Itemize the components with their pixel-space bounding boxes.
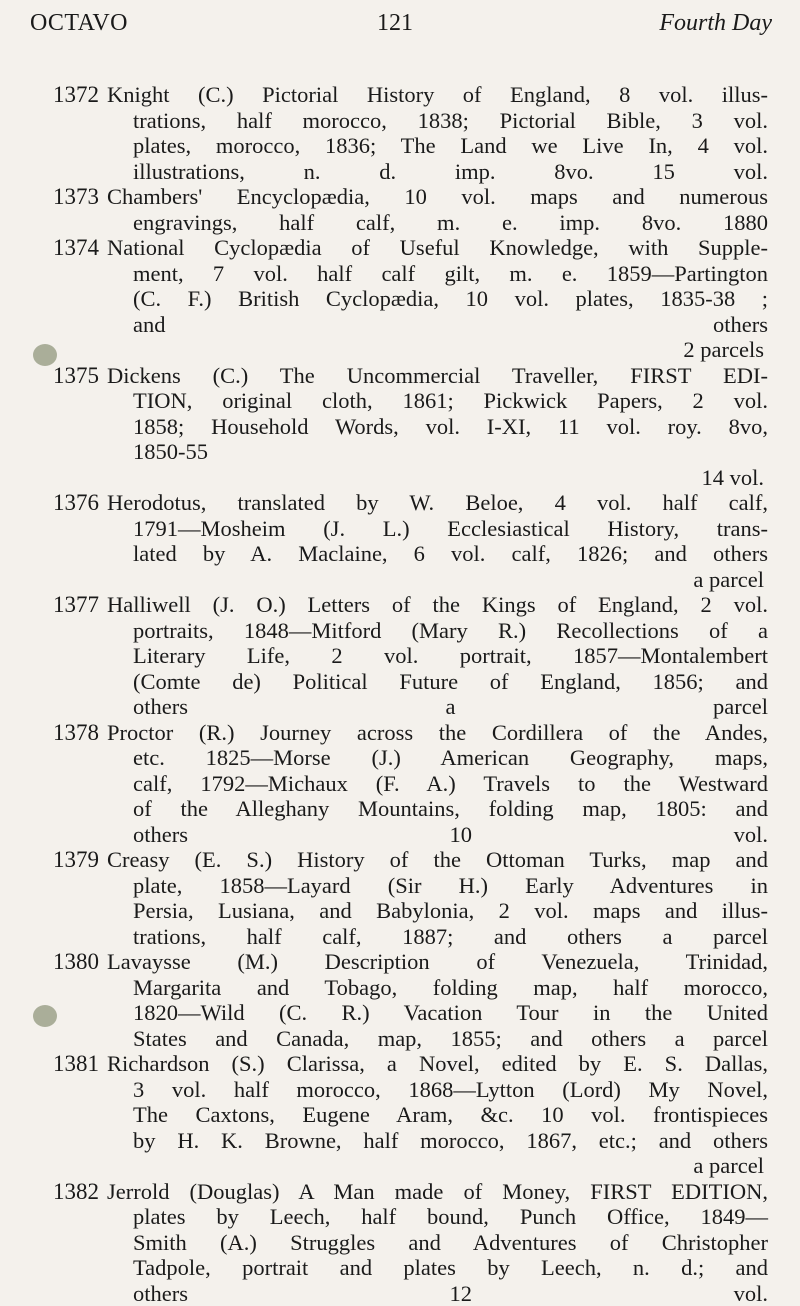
lot-description-line: others a parcel (0, 694, 800, 720)
lot-number: 1379 (53, 847, 99, 873)
lot-description-line: 1820—Wild (C. R.) Vacation Tour in the United (0, 1000, 800, 1026)
lot-description-line: (C. F.) British Cyclopædia, 10 vol. plates, 1835-38 ; (0, 286, 800, 312)
lot-description-line: calf, 1792—Michaux (F. A.) Travels to the Westward (0, 771, 800, 797)
lot-number: 1381 (53, 1051, 99, 1077)
lot-description-line: National Cyclopædia of Useful Knowledge, with Supple- (0, 235, 800, 261)
lot-number: 1382 (53, 1179, 99, 1205)
lot-entry (0, 847, 800, 949)
lot-description-line: Dickens (C.) The Uncommercial Traveller, FIRST EDI- (0, 363, 800, 389)
lot-entry (0, 82, 800, 184)
lot-description-line: Knight (C.) Pictorial History of England, 8 vol. illus- (0, 82, 800, 108)
section-title: OCTAVO (30, 10, 128, 37)
lot-description-line: TION, original cloth, 1861; Pickwick Papers, 2 vol. (0, 388, 800, 414)
lot-description-line: of the Alleghany Mountains, folding map, 1805: and (0, 796, 800, 822)
lot-list (0, 82, 800, 1306)
lot-description-line: Tadpole, portrait and plates by Leech, n. d.; and (0, 1255, 800, 1281)
lot-description-line: plates by Leech, half bound, Punch Office, 1849— (0, 1204, 800, 1230)
lot-description-line: engravings, half calf, m. e. imp. 8vo. 1880 (0, 210, 800, 236)
lot-entry (0, 184, 800, 235)
lot-description-line: by H. K. Browne, half morocco, 1867, etc.; and others (0, 1128, 800, 1154)
lot-description-line: Proctor (R.) Journey across the Cordillera of the Andes, (0, 720, 800, 746)
lot-entry (0, 1051, 800, 1179)
lot-description-line: plate, 1858—Layard (Sir H.) Early Adventures in (0, 873, 800, 899)
lot-description-line: plates, morocco, 1836; The Land we Live In, 4 vol. (0, 133, 800, 159)
lot-entry (0, 363, 800, 491)
lot-number: 1375 (53, 363, 99, 389)
day-label: Fourth Day (659, 10, 772, 37)
lot-description-line: 1791—Mosheim (J. L.) Ecclesiastical History, trans- (0, 516, 800, 542)
lot-description-line: 14 vol. (0, 465, 800, 491)
lot-entry (0, 949, 800, 1051)
lot-description-line: Persia, Lusiana, and Babylonia, 2 vol. maps and illus- (0, 898, 800, 924)
lot-number: 1377 (53, 592, 99, 618)
lot-description-line: The Caxtons, Eugene Aram, &c. 10 vol. frontispieces (0, 1102, 800, 1128)
lot-description-line: Jerrold (Douglas) A Man made of Money, FIRST EDITION, (0, 1179, 800, 1205)
lot-number: 1376 (53, 490, 99, 516)
lot-description-line: ment, 7 vol. half calf gilt, m. e. 1859—Partington (0, 261, 800, 287)
lot-description-line: States and Canada, map, 1855; and others a parcel (0, 1026, 800, 1052)
lot-description-line: (Comte de) Political Future of England, 1856; and (0, 669, 800, 695)
lot-description-line: and others (0, 312, 800, 338)
lot-entry (0, 490, 800, 592)
lot-entry (0, 1179, 800, 1306)
lot-description-line: Chambers' Encyclopædia, 10 vol. maps and numerous (0, 184, 800, 210)
lot-description-line: Lavaysse (M.) Description of Venezuela, Trinidad, (0, 949, 800, 975)
lot-number: 1378 (53, 720, 99, 746)
lot-description-line: a parcel (0, 567, 800, 593)
lot-entry (0, 592, 800, 720)
lot-description-line: lated by A. Maclaine, 6 vol. calf, 1826; and others (0, 541, 800, 567)
lot-description-line: portraits, 1848—Mitford (Mary R.) Recollections of a (0, 618, 800, 644)
lot-description-line: Margarita and Tobago, folding map, half morocco, (0, 975, 800, 1001)
lot-description-line: Herodotus, translated by W. Beloe, 4 vol. half calf, (0, 490, 800, 516)
lot-description-line: illustrations, n. d. imp. 8vo. 15 vol. (0, 159, 800, 185)
lot-description-line: 2 parcels (0, 337, 800, 363)
lot-description-line: 3 vol. half morocco, 1868—Lytton (Lord) My Novel, (0, 1077, 800, 1103)
lot-description-line: etc. 1825—Morse (J.) American Geography, maps, (0, 745, 800, 771)
page-number: 121 (377, 10, 413, 37)
lot-description-line: Richardson (S.) Clarissa, a Novel, edited by E. S. Dallas, (0, 1051, 800, 1077)
lot-description-line: 1858; Household Words, vol. I-XI, 11 vol. roy. 8vo, (0, 414, 800, 440)
lot-description-line: trations, half morocco, 1838; Pictorial Bible, 3 vol. (0, 108, 800, 134)
lot-number: 1372 (53, 82, 99, 108)
lot-description-line: others 12 vol. (0, 1281, 800, 1306)
lot-description-line: trations, half calf, 1887; and others a parcel (0, 924, 800, 950)
lot-description-line: Smith (A.) Struggles and Adventures of Christopher (0, 1230, 800, 1256)
lot-description-line: Creasy (E. S.) History of the Ottoman Turks, map and (0, 847, 800, 873)
lot-description-line: Halliwell (J. O.) Letters of the Kings of England, 2 vol. (0, 592, 800, 618)
lot-entry (0, 235, 800, 363)
lot-description-line: others 10 vol. (0, 822, 800, 848)
lot-number: 1380 (53, 949, 99, 975)
lot-number: 1374 (53, 235, 99, 261)
lot-entry (0, 720, 800, 848)
lot-description-line: 1850-55 (0, 439, 800, 465)
page-header (30, 10, 772, 50)
lot-number: 1373 (53, 184, 99, 210)
lot-description-line: a parcel (0, 1153, 800, 1179)
lot-description-line: Literary Life, 2 vol. portrait, 1857—Montalembert (0, 643, 800, 669)
